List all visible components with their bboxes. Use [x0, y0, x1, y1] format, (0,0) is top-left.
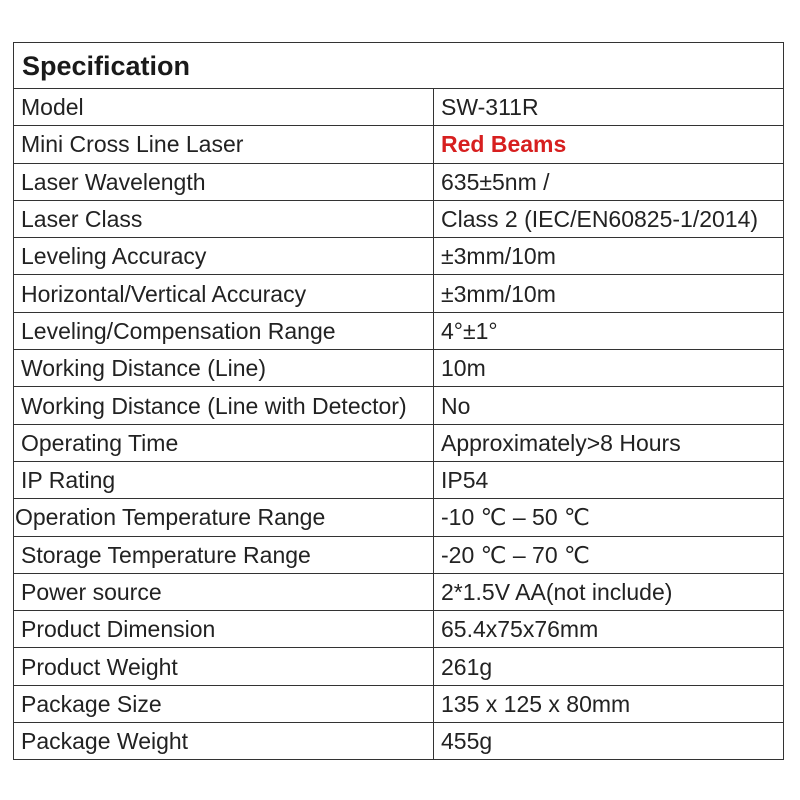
- specification-table: [13, 42, 784, 760]
- spec-value: SW-311R: [434, 89, 784, 126]
- spec-label: Horizontal/Vertical Accuracy: [14, 275, 434, 312]
- table-row: [14, 387, 784, 424]
- spec-value: Class 2 (IEC/EN60825-1/2014): [434, 200, 784, 237]
- spec-value: IP54: [434, 461, 784, 498]
- table-row: [14, 536, 784, 573]
- table-row: [14, 424, 784, 461]
- spec-value: ±3mm/10m: [434, 238, 784, 275]
- spec-value: 10m: [434, 350, 784, 387]
- spec-label: Model: [14, 89, 434, 126]
- spec-label: Package Weight: [14, 723, 434, 760]
- spec-label: Operating Time: [14, 424, 434, 461]
- spec-label: IP Rating: [14, 461, 434, 498]
- spec-label: Mini Cross Line Laser: [14, 126, 434, 163]
- spec-value: Approximately>8 Hours: [434, 424, 784, 461]
- spec-label: Storage Temperature Range: [14, 536, 434, 573]
- spec-label: Laser Wavelength: [14, 163, 434, 200]
- spec-value: 4°±1°: [434, 312, 784, 349]
- spec-value: No: [434, 387, 784, 424]
- spec-label: Operation Temperature Range: [14, 499, 434, 536]
- table-row: [14, 126, 784, 163]
- spec-label: Package Size: [14, 685, 434, 722]
- table-row: [14, 685, 784, 722]
- spec-value: 2*1.5V AA(not include): [434, 573, 784, 610]
- spec-value: 65.4x75x76mm: [434, 611, 784, 648]
- table-header-row: [14, 43, 784, 89]
- spec-label: Product Dimension: [14, 611, 434, 648]
- spec-label: Working Distance (Line with Detector): [14, 387, 434, 424]
- spec-value: 261g: [434, 648, 784, 685]
- table-row: [14, 350, 784, 387]
- table-row: [14, 312, 784, 349]
- spec-value-highlight: Red Beams: [434, 126, 784, 163]
- table-row: [14, 275, 784, 312]
- table-row: [14, 648, 784, 685]
- table-row: [14, 461, 784, 498]
- table-row: [14, 573, 784, 610]
- spec-value: 455g: [434, 723, 784, 760]
- table-title: Specification: [14, 43, 784, 89]
- table-row: [14, 611, 784, 648]
- table-row: [14, 723, 784, 760]
- spec-label: Leveling Accuracy: [14, 238, 434, 275]
- spec-value: -10 ℃ – 50 ℃: [434, 499, 784, 536]
- spec-label: Product Weight: [14, 648, 434, 685]
- spec-label: Leveling/Compensation Range: [14, 312, 434, 349]
- spec-value: 135 x 125 x 80mm: [434, 685, 784, 722]
- spec-value: 635±5nm /: [434, 163, 784, 200]
- spec-value: -20 ℃ – 70 ℃: [434, 536, 784, 573]
- spec-value: ±3mm/10m: [434, 275, 784, 312]
- table-row: [14, 200, 784, 237]
- spec-label: Power source: [14, 573, 434, 610]
- table-row: [14, 499, 784, 536]
- spec-label: Laser Class: [14, 200, 434, 237]
- spec-label: Working Distance (Line): [14, 350, 434, 387]
- table-row: [14, 163, 784, 200]
- table-row: [14, 89, 784, 126]
- table-row: [14, 238, 784, 275]
